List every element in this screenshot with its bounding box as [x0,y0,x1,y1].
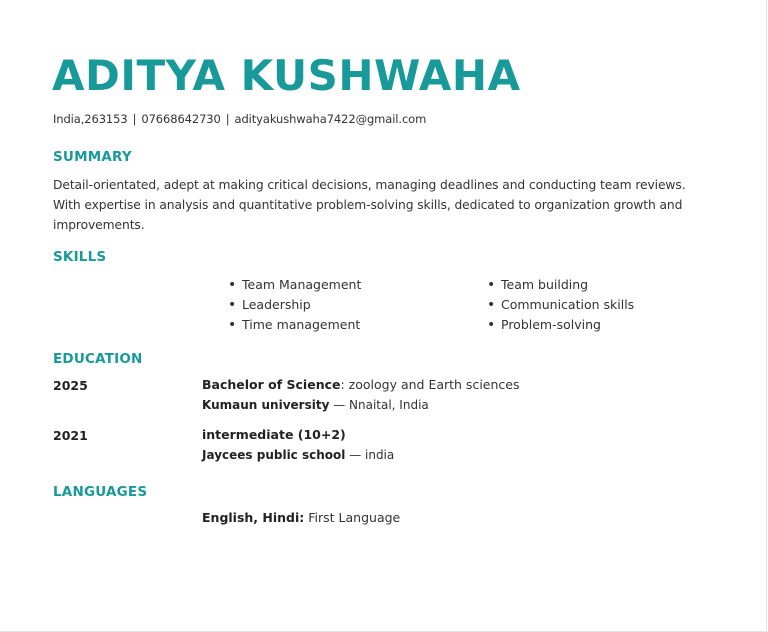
languages-heading: LANGUAGES [53,484,148,500]
education-year: 2021 [53,428,88,443]
contact-separator: | [225,112,230,126]
skill-item: • Communication skills [487,297,635,313]
education-place: — Nnaital, India [329,398,429,412]
bullet-icon: • [228,277,237,293]
education-institution-line [202,448,394,462]
education-field: : zoology and Earth sciences [340,377,520,392]
contact-phone: 07668642730 [141,112,221,126]
education-place: — india [345,448,395,462]
summary-text [53,175,733,235]
skill-item: • Time management [228,317,361,333]
skill-item: • Team building [487,277,589,293]
languages-label: English, Hindi: [202,510,305,525]
languages-line [202,510,400,525]
skills-heading: SKILLS [53,249,107,265]
summary-line: With expertise in analysis and quantitative problem-solving skills, dedicated to organization growth and [53,198,683,212]
skill-item: • Problem-solving [487,317,601,333]
summary-line: Detail-orientated, adept at making critical decisions, managing deadlines and conducting team reviews. [53,178,686,192]
contact-line [53,112,426,126]
education-year: 2025 [53,378,88,393]
skills-list-left [228,275,361,335]
education-institution-line [202,398,429,412]
summary-heading: SUMMARY [53,149,132,165]
education-institution: Jaycees public school [202,448,346,462]
contact-email: adityakushwaha7422@gmail.com [234,112,427,126]
skills-list-right [487,275,634,335]
education-degree: Bachelor of Science [202,377,341,392]
bullet-icon: • [228,297,237,313]
education-institution: Kumaun university [202,398,330,412]
education-degree-line [202,427,346,442]
candidate-name: ADITYA KUSHWAHA [52,51,521,100]
education-degree-line [202,377,519,392]
skill-item: • Leadership [228,297,311,313]
summary-line: improvements. [53,218,145,232]
education-degree: intermediate (10+2) [202,427,346,442]
languages-value: First Language [304,510,401,525]
skill-item: • Team Management [228,277,362,293]
contact-location: India,263153 [53,112,128,126]
bullet-icon: • [487,317,496,333]
bullet-icon: • [487,277,496,293]
education-heading: EDUCATION [53,351,143,367]
bullet-icon: • [487,297,496,313]
contact-separator: | [132,112,137,126]
bullet-icon: • [228,317,237,333]
